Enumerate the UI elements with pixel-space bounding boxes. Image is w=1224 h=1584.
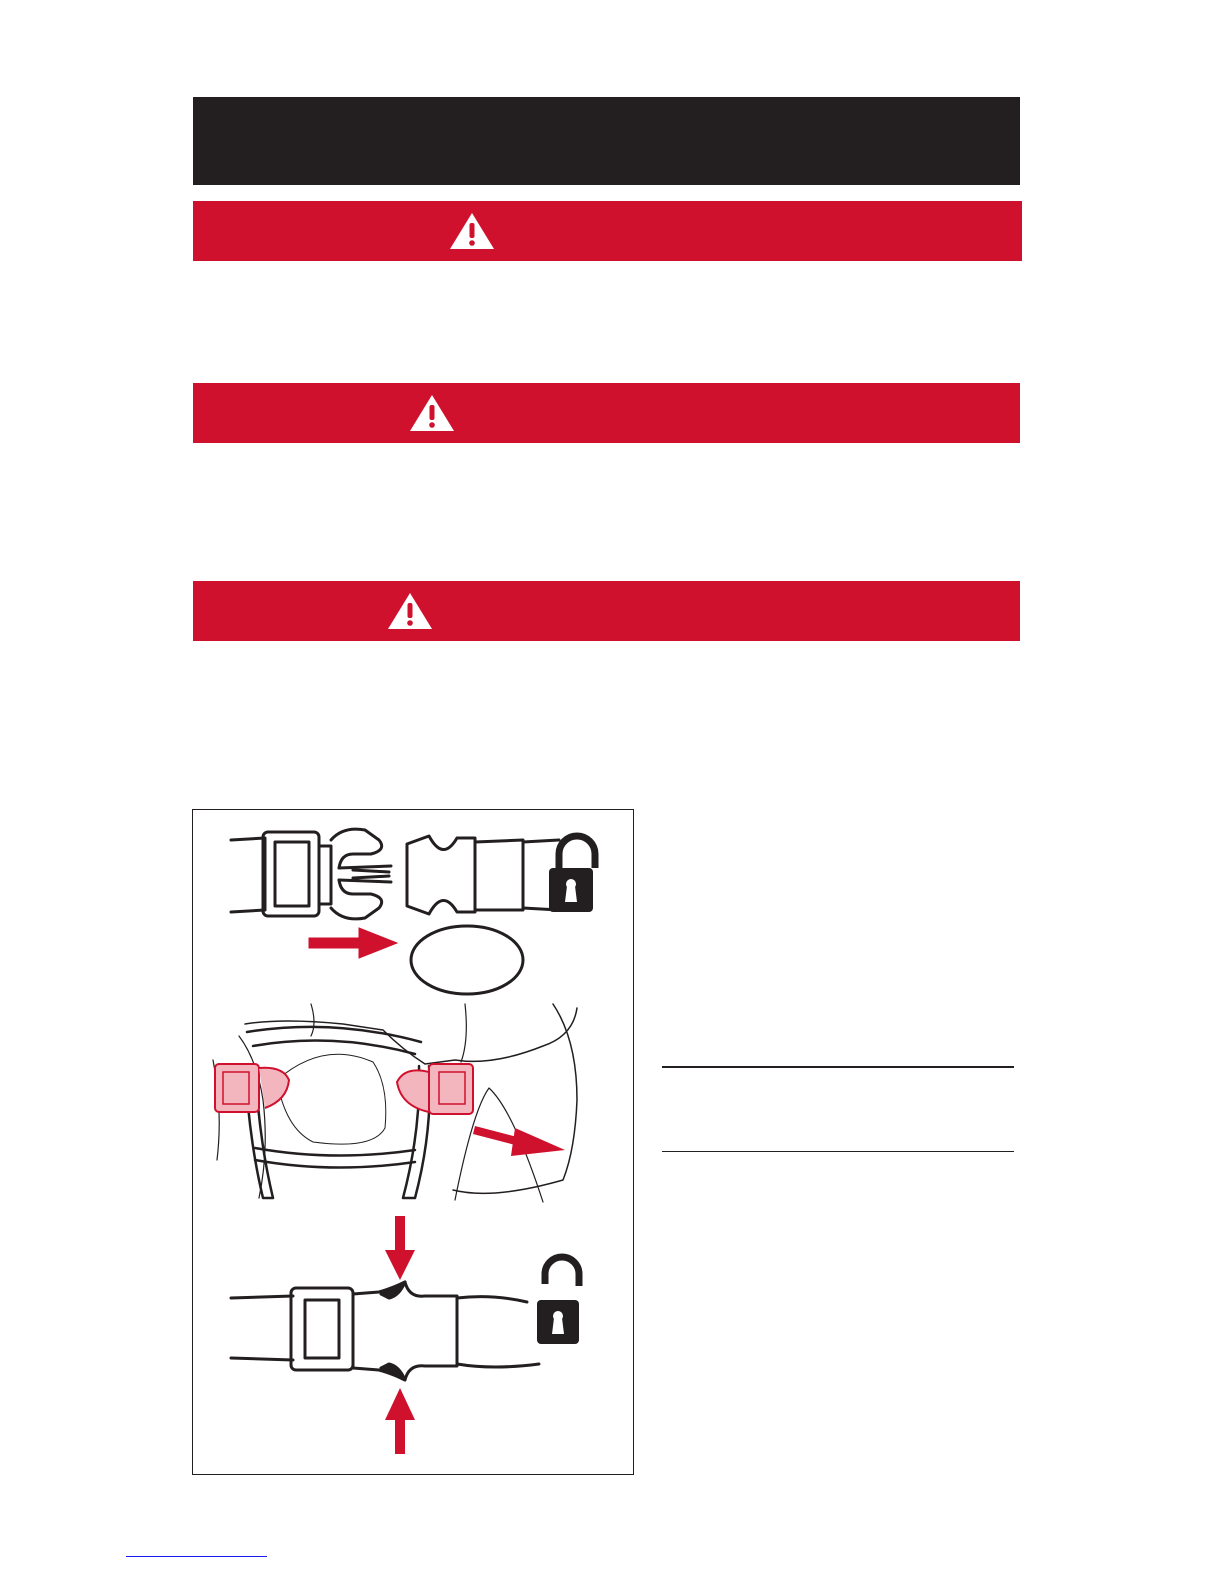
divider-rule-bottom [662,1151,1014,1152]
pull-right-arrow [473,1126,565,1156]
padlock-locked-icon [549,836,595,912]
push-right-arrow [309,928,397,958]
warning-banner-3 [193,581,1020,641]
separated-buckle-female [407,836,559,914]
squeeze-up-arrow [385,1388,415,1454]
squeeze-down-arrow [385,1216,415,1280]
highlighted-buckle-right [397,1064,473,1114]
blank-oval [411,926,523,994]
highlighted-buckle-left [215,1064,289,1112]
section-title-bar [193,97,1020,185]
warning-banner-1 [193,201,1022,261]
warning-triangle-icon [449,211,495,251]
buckle-illustration [193,810,633,1474]
separated-buckle-male [231,829,391,919]
connected-buckle [231,1282,539,1380]
footer-link-underline[interactable] [126,1556,267,1557]
divider-rule-top [662,1066,1014,1068]
warning-triangle-icon [409,393,455,433]
padlock-unlocked-icon [537,1257,579,1344]
warning-triangle-icon [387,591,433,631]
warning-banner-2 [193,383,1020,443]
buckle-illustration-figure [192,809,634,1475]
